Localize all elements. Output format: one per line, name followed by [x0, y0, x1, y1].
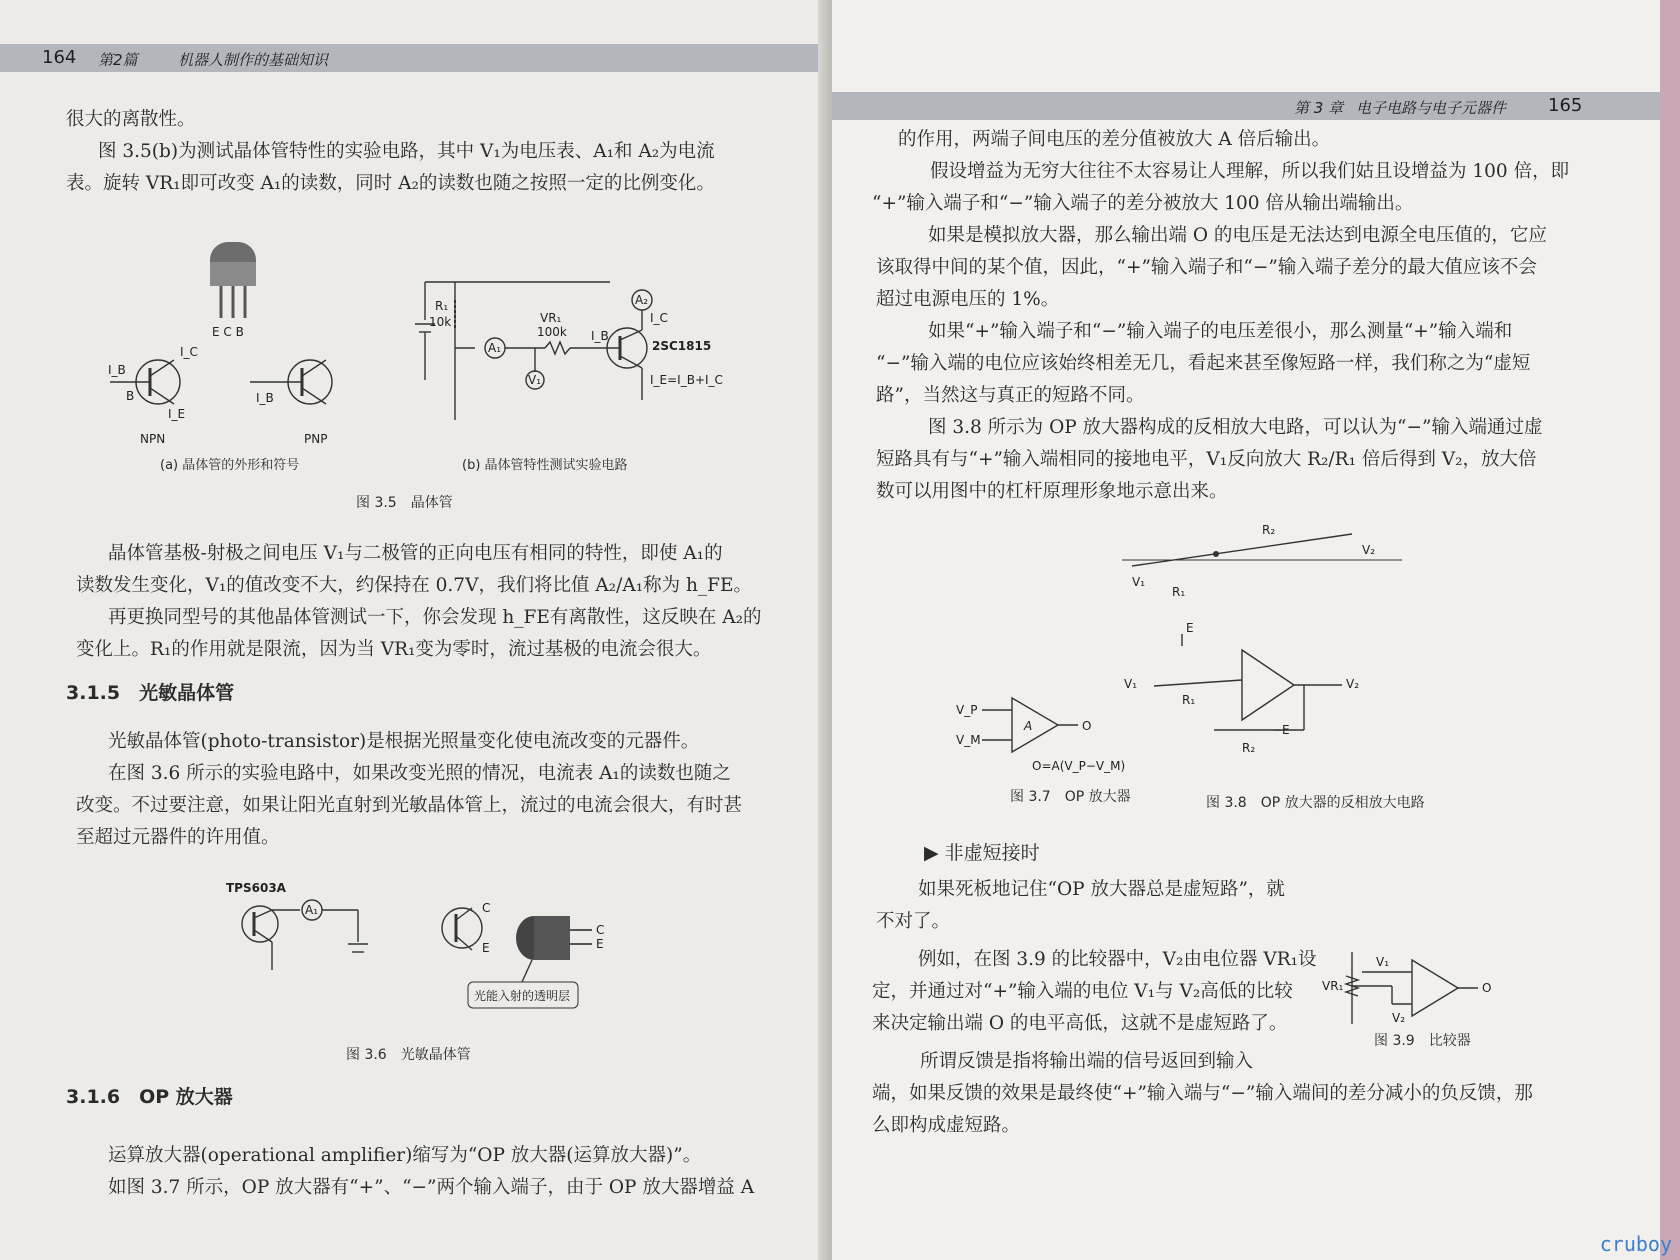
- text-line: 数可以用图中的杠杆原理形象地示意出来。: [876, 481, 1228, 502]
- left-page: [0, 0, 828, 1260]
- section-heading-315: 3.1.5 光敏晶体管: [66, 682, 235, 704]
- transparent-window-label: 光能入射的透明层: [474, 989, 571, 1003]
- ib-label-pnp: I_B: [256, 391, 274, 405]
- fig38-caption: 图 3.8 OP 放大器的反相放大电路: [1206, 795, 1425, 811]
- vr1-value: 100k: [537, 325, 567, 339]
- sub-heading-text: 非虚短接时: [944, 842, 1040, 864]
- watermark: cruboy: [1599, 1232, 1672, 1256]
- b-label: B: [126, 389, 135, 403]
- minus-e-label: −E: [1272, 723, 1290, 737]
- text-line: “+”输入端子和“−”输入端子的差分被放大 100 倍从输出端输出。: [872, 193, 1414, 214]
- text-line: 如图 3.7 所示，OP 放大器有“+”、“−”两个输入端子，由于 OP 放大器增益 A: [108, 1177, 755, 1198]
- vr1-label: VR₁: [540, 311, 562, 325]
- text-line: 么即构成虚短路。: [872, 1115, 1021, 1136]
- figure-3-5a: [90, 230, 350, 450]
- text-line: 不对了。: [876, 911, 951, 932]
- text-line: 很大的离散性。: [66, 109, 196, 130]
- left-header-part: 第2篇: [98, 51, 138, 69]
- right-header-chapter: 第 3 章: [1294, 99, 1344, 117]
- vm-label: V_M: [956, 733, 981, 747]
- text-line: 晶体管基极-射极之间电压 V₁与二极管的正向电压有相同的特性，即使 A₁的: [108, 543, 723, 564]
- vp-label: V_P: [956, 703, 978, 717]
- left-header-title: 机器人制作的基础知识: [178, 51, 329, 69]
- figure-3-5b: [395, 280, 723, 420]
- text-line: 运算放大器(operational amplifier)缩写为“OP 放大器(运算放大器)”。: [108, 1145, 702, 1166]
- text-line: 在图 3.6 所示的实验电路中，如果改变光照的情况，电流表 A₁的读数也随之: [108, 763, 731, 784]
- ie-label: I_E: [168, 407, 186, 421]
- ic-label-b: I_C: [650, 311, 668, 325]
- npn-label: NPN: [140, 432, 166, 446]
- text-line: 如果死板地记住“OP 放大器总是虚短路”，就: [918, 879, 1285, 900]
- lever-v1: V₁: [1132, 575, 1146, 589]
- fig35b-subcaption: (b) 晶体管特性测试实验电路: [462, 458, 628, 473]
- text-line: 例如，在图 3.9 的比较器中，V₂由电位器 VR₁设: [918, 949, 1317, 970]
- fig39-v1: V₁: [1376, 955, 1390, 969]
- right-page-header: [832, 92, 1660, 120]
- text-line: 图 3.8 所示为 OP 放大器构成的反相放大电路，可以认为“−”输入端通过虚: [928, 417, 1543, 438]
- fig35a-subcaption: (a) 晶体管的外形和符号: [160, 458, 300, 473]
- section-heading-316: 3.1.6 OP 放大器: [66, 1086, 233, 1108]
- a2-label: A₂: [635, 293, 649, 307]
- fig35-caption: 图 3.5 晶体管: [356, 495, 453, 511]
- text-line: 光敏晶体管(photo-transistor)是根据光照量变化使电流改变的元器件。: [108, 731, 700, 752]
- text-line: 的作用，两端子间电压的差分值被放大 A 倍后输出。: [898, 129, 1331, 150]
- circuit-r2: R₂: [1242, 741, 1256, 755]
- left-page-header: [0, 44, 828, 72]
- c-label: C: [482, 901, 491, 915]
- text-line: 变化上。R₁的作用就是限流，因为当 VR₁变为零时，流过基极的电流会很大。: [76, 639, 712, 660]
- text-line: “−”输入端的电位应该始终相差无几，看起来甚至像短路一样，我们称之为“虚短: [876, 353, 1531, 374]
- r1-label: R₁: [435, 299, 449, 313]
- fig39-caption: 图 3.9 比较器: [1374, 1033, 1471, 1049]
- ic-label: I_C: [180, 345, 198, 359]
- figure-3-6: [220, 880, 640, 1030]
- text-line: 假设增益为无穷大往往不太容易让人理解，所以我们姑且设增益为 100 倍，即: [930, 161, 1570, 182]
- lever-v2: V₂: [1362, 543, 1376, 557]
- text-line: 改变。不过要注意，如果让阳光直射到光敏晶体管上，流过的电流会很大，有时甚: [76, 795, 743, 816]
- gain-label: A: [1024, 719, 1033, 733]
- text-line: 表。旋转 VR₁即可改变 A₁的读数，同时 A₂的读数也随之按照一定的比例变化。: [66, 173, 715, 194]
- fig39-o: O: [1482, 981, 1492, 995]
- fig39-v2: V₂: [1392, 1011, 1406, 1025]
- text-line: 路”，当然这与真正的短路不同。: [876, 385, 1145, 406]
- right-page-number: 165: [1548, 95, 1583, 116]
- circuit-v1: V₁: [1124, 677, 1138, 691]
- transistor-package-drawing: [210, 242, 256, 318]
- text-line: 所谓反馈是指将输出端的信号返回到输入: [920, 1051, 1254, 1072]
- text-line: 短路具有与“+”输入端相同的接地电平，V₁反向放大 R₂/R₁ 倍后得到 V₂，放大倍: [876, 449, 1537, 470]
- phototransistor-part: TPS603A: [226, 881, 286, 895]
- a1-label: A₁: [488, 341, 502, 355]
- e-label-pkg: E: [596, 937, 604, 951]
- text-line: 如果“+”输入端子和“−”输入端子的电压差很小，那么测量“+”输入端和: [928, 321, 1513, 342]
- fig37-caption: 图 3.7 OP 放大器: [1010, 789, 1131, 805]
- sub-heading: ▶ 非虚短接时: [924, 842, 1040, 864]
- figure-3-8: [1122, 520, 1442, 780]
- circuit-v2: V₂: [1346, 677, 1360, 691]
- ib-label-b: I_B: [591, 329, 609, 343]
- left-page-number: 164: [42, 47, 77, 68]
- lever-r1: R₁: [1172, 585, 1186, 599]
- v1-label: V₁: [528, 373, 542, 387]
- text-line: 定，并通过对“+”输入端的电位 V₁与 V₂高低的比较: [872, 981, 1293, 1002]
- part-number: 2SC1815: [652, 339, 712, 353]
- text-line: 超过电源电压的 1%。: [876, 289, 1060, 310]
- pnp-label: PNP: [304, 432, 328, 446]
- text-line: 如果是模拟放大器，那么输出端 O 的电压是无法达到电源全电压值的，它应: [928, 225, 1547, 246]
- ib-label: I_B: [108, 363, 126, 377]
- r1-value: 10k: [429, 315, 452, 329]
- output-label: O: [1082, 719, 1092, 733]
- pin-labels: E C B: [212, 325, 244, 339]
- c-label-pkg: C: [596, 923, 605, 937]
- fig36-caption: 图 3.6 光敏晶体管: [346, 1047, 471, 1063]
- lever-r2: R₂: [1262, 523, 1276, 537]
- text-line: 图 3.5(b)为测试晶体管特性的实验电路，其中 V₁为电压表、A₁和 A₂为电流: [98, 141, 715, 162]
- circuit-r1: R₁: [1182, 693, 1196, 707]
- ie-equation: I_E=I_B+I_C: [650, 373, 723, 387]
- right-page: [832, 0, 1660, 1260]
- text-line: 该取得中间的某个值，因此，“+”输入端子和“−”输入端子差分的最大值应该不会: [876, 257, 1537, 278]
- text-line: 端，如果反馈的效果是最终使“+”输入端与“−”输入端间的差分减小的负反馈，那: [872, 1083, 1533, 1104]
- a1-label-36: A₁: [305, 903, 319, 917]
- text-line: 至超过元器件的许用值。: [76, 827, 280, 848]
- figure-3-7: [956, 690, 1152, 773]
- fig39-vr1: VR₁: [1322, 979, 1344, 993]
- right-header-title: 电子电路与电子元器件: [1356, 99, 1507, 117]
- text-line: 来决定输出端 O 的电平高低，这就不是虚短路了。: [872, 1013, 1288, 1034]
- plus-e-label: E: [1186, 621, 1194, 635]
- text-line: 再更换同型号的其他晶体管测试一下，你会发现 h_FE有离散性，这反映在 A₂的: [108, 607, 762, 628]
- text-line: 读数发生变化，V₁的值改变不大，约保持在 0.7V，我们将比值 A₂/A₁称为 h_FE。: [76, 575, 752, 596]
- op-equation: O=A(V_P−V_M): [1032, 759, 1126, 773]
- e-label: E: [482, 941, 490, 955]
